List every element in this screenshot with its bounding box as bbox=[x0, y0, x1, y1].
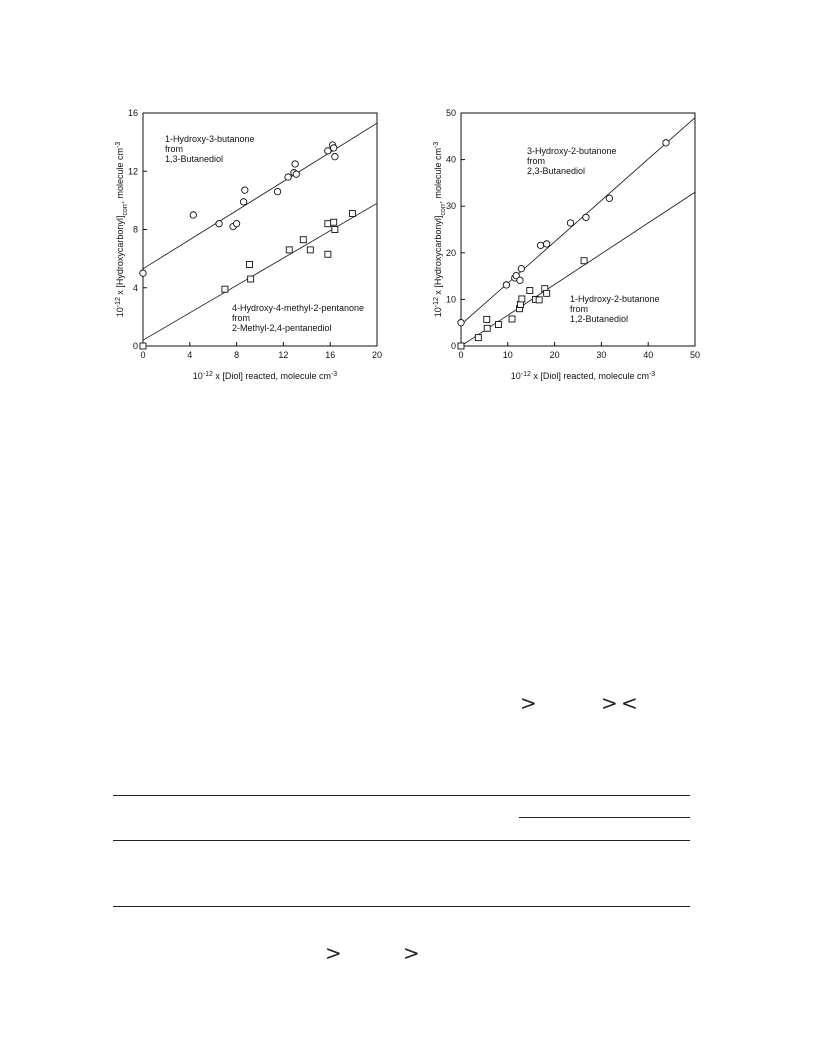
annotation-line: 1-Hydroxy-3-butanone bbox=[165, 134, 255, 144]
annotation-line: 3-Hydroxy-2-butanone bbox=[527, 146, 617, 156]
data-point-circle bbox=[606, 195, 612, 201]
data-point-square bbox=[509, 316, 515, 322]
structure-glyph-5: > bbox=[403, 941, 420, 965]
annotation-line: from bbox=[165, 144, 183, 154]
series-annotation bbox=[165, 134, 255, 164]
annotation-line: 1,3-Butanediol bbox=[165, 154, 224, 164]
data-point-square bbox=[581, 258, 587, 264]
y-tick-label: 8 bbox=[132, 224, 138, 235]
data-point-square bbox=[517, 302, 523, 308]
chart-right bbox=[433, 108, 701, 381]
series-annotation bbox=[232, 303, 364, 333]
chart-left bbox=[115, 108, 383, 381]
series-annotation bbox=[527, 146, 617, 176]
annotation-line: 2,3-Butanediol bbox=[527, 166, 586, 176]
data-point-circle bbox=[325, 148, 331, 154]
y-tick-label: 0 bbox=[132, 341, 138, 351]
data-point-circle bbox=[458, 320, 464, 326]
y-tick-label: 16 bbox=[127, 108, 138, 118]
annotation-line: 1-Hydroxy-2-butanone bbox=[570, 294, 660, 304]
data-point-circle bbox=[242, 187, 248, 193]
x-tick-label: 16 bbox=[325, 350, 336, 360]
x-tick-label: 4 bbox=[187, 350, 193, 360]
data-point-circle bbox=[190, 212, 196, 218]
y-tick-label: 30 bbox=[445, 201, 456, 212]
data-point-square bbox=[484, 325, 490, 331]
data-point-circle bbox=[285, 174, 291, 180]
data-point-square bbox=[140, 343, 146, 349]
data-point-square bbox=[458, 343, 464, 349]
x-axis-label: $10^{-12}$ x [Diol] reacted, molecule $cm^{-3}$ bbox=[510, 370, 656, 381]
data-point-circle bbox=[567, 220, 573, 226]
annotation-line: from bbox=[570, 304, 588, 314]
data-point-square bbox=[248, 276, 254, 282]
data-point-circle bbox=[663, 140, 669, 146]
x-tick-label: 0 bbox=[458, 350, 464, 360]
data-point-square bbox=[307, 247, 313, 253]
data-point-circle bbox=[233, 220, 239, 226]
table-top-rule bbox=[113, 795, 690, 796]
table-bottom-rule bbox=[113, 906, 690, 907]
x-tick-label: 40 bbox=[643, 350, 654, 360]
data-point-circle bbox=[517, 277, 523, 283]
data-point-square bbox=[484, 316, 490, 322]
table-header-rule bbox=[113, 840, 690, 841]
data-point-circle bbox=[331, 145, 337, 151]
y-tick-label: 12 bbox=[127, 166, 138, 177]
annotation-line: from bbox=[232, 313, 250, 323]
data-point-circle bbox=[140, 270, 146, 276]
data-point-square bbox=[331, 219, 337, 225]
y-tick-label: 20 bbox=[445, 247, 456, 258]
annotation-line: 4-Hydroxy-4-methyl-2-pentanone bbox=[232, 303, 365, 313]
data-point-square bbox=[349, 210, 355, 216]
data-point-circle bbox=[518, 265, 524, 271]
data-point-circle bbox=[216, 220, 222, 226]
fit-line bbox=[143, 203, 377, 340]
y-axis-label: $10^{-12}$ x $[Hydroxycarbonyl]_{corr}$, molecule $cm^{-3}$ bbox=[432, 141, 447, 318]
structure-glyph-3: < bbox=[621, 691, 638, 715]
data-point-square bbox=[536, 297, 542, 303]
data-point-square bbox=[519, 296, 525, 302]
data-point-square bbox=[527, 288, 533, 294]
annotation-line: 1,2-Butanediol bbox=[570, 314, 629, 324]
x-tick-label: 20 bbox=[549, 350, 560, 360]
x-tick-label: 10 bbox=[502, 350, 513, 360]
data-point-circle bbox=[274, 188, 280, 194]
data-point-square bbox=[246, 261, 252, 267]
structure-glyph-1: > bbox=[520, 691, 537, 715]
data-point-square bbox=[325, 251, 331, 257]
data-point-circle bbox=[543, 241, 549, 247]
x-tick-label: 30 bbox=[596, 350, 607, 360]
x-tick-label: 8 bbox=[234, 350, 240, 360]
x-axis-label: $10^{-12}$ x [Diol] reacted, molecule $cm^{-3}$ bbox=[192, 370, 338, 381]
data-point-square bbox=[475, 335, 481, 341]
data-point-circle bbox=[537, 242, 543, 248]
data-point-circle bbox=[293, 171, 299, 177]
x-tick-label: 50 bbox=[689, 350, 701, 360]
series-annotation bbox=[570, 294, 660, 324]
data-point-circle bbox=[583, 214, 589, 220]
data-point-circle bbox=[503, 282, 509, 288]
annotation-line: 2-Methyl-2,4-pentanediol bbox=[232, 323, 332, 333]
data-point-square bbox=[222, 286, 228, 292]
data-point-square bbox=[332, 227, 338, 233]
y-tick-label: 50 bbox=[445, 108, 456, 118]
structure-glyph-2: > bbox=[601, 691, 618, 715]
y-axis-label: $10^{-12}$ x $[Hydroxycarbonyl]_{corr}$, molecule $cm^{-3}$ bbox=[114, 141, 129, 318]
y-tick-label: 40 bbox=[445, 154, 456, 165]
y-tick-label: 4 bbox=[132, 282, 138, 293]
data-point-square bbox=[495, 322, 501, 328]
data-point-square bbox=[300, 237, 306, 243]
data-point-circle bbox=[332, 153, 338, 159]
data-point-circle bbox=[240, 199, 246, 205]
data-point-square bbox=[544, 290, 550, 296]
y-tick-label: 10 bbox=[445, 294, 456, 305]
data-point-square bbox=[325, 221, 331, 227]
data-point-square bbox=[286, 247, 292, 253]
table-group-rule bbox=[519, 817, 690, 818]
y-tick-label: 0 bbox=[450, 341, 456, 351]
x-tick-label: 12 bbox=[278, 350, 289, 360]
structure-glyph-4: > bbox=[325, 941, 342, 965]
data-point-circle bbox=[292, 161, 298, 167]
x-tick-label: 0 bbox=[140, 350, 146, 360]
annotation-line: from bbox=[527, 156, 545, 166]
x-tick-label: 20 bbox=[371, 350, 383, 360]
